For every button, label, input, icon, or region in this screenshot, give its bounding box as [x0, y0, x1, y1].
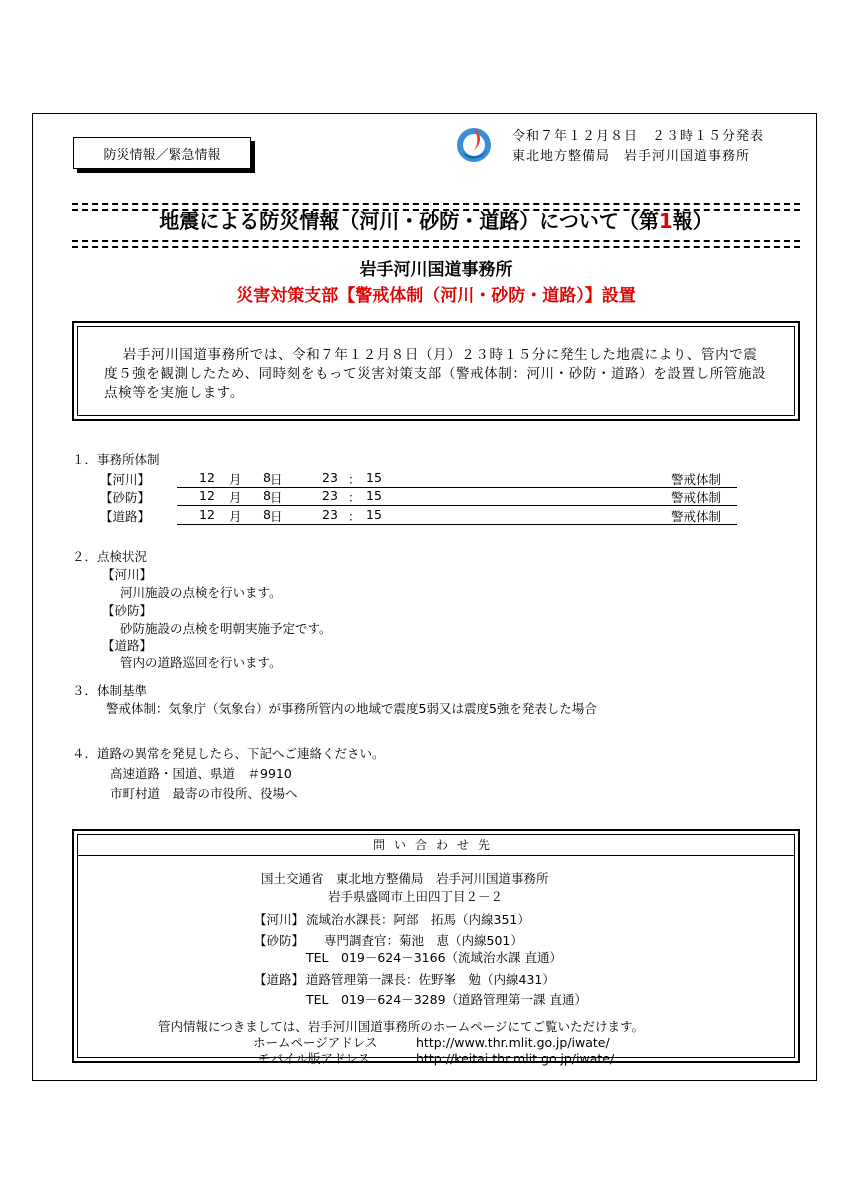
row-day: 8: [263, 507, 271, 522]
row-underline: [177, 524, 737, 525]
contact-org: 国土交通省 東北地方整備局 岩手河川国道事務所: [261, 871, 549, 886]
row-day-unit: 日: [270, 509, 283, 524]
row-colon: ：: [348, 490, 361, 505]
section4-line1: 高速道路・国道、県道 ＃9910: [110, 766, 292, 781]
homepage-link[interactable]: http://www.thr.mlit.go.jp/iwate/: [416, 1035, 610, 1050]
row-category: 【砂防】: [100, 490, 151, 505]
check-category: 【道路】: [102, 638, 153, 653]
contact-road-label: 【道路】: [254, 972, 305, 987]
summary-text: 岩手河川国道事務所では、令和７年１２月８日（月）２３時１５分に発生した地震により、管内で震度５強を観測したため、同時刻をもって災害対策支部（警戒体制：河川・砂防・道路）を設置し所管施設点検等を実施します。: [104, 347, 767, 401]
contact-river-label: 【河川】: [254, 912, 305, 927]
check-category: 【河川】: [102, 567, 153, 582]
row-month-unit: 月: [229, 472, 242, 487]
title-bottom-rule-2: [72, 246, 800, 248]
homepage-label: ホームページアドレス: [253, 1035, 378, 1050]
row-month: 12: [199, 470, 215, 485]
contact-sabo-label: 【砂防】: [254, 933, 305, 948]
row-hour: 23: [322, 470, 338, 485]
info-type-label: 防災情報／緊急情報: [103, 147, 221, 163]
table-row: [100, 488, 737, 505]
row-colon: ：: [348, 472, 361, 487]
row-month-unit: 月: [229, 490, 242, 505]
title-bottom-rule: [72, 240, 800, 242]
section1-heading: １．事務所体制: [72, 452, 160, 467]
mobile-label: モバイル版アドレス: [258, 1051, 371, 1066]
contact-web-note: 管内情報につきましては、岩手河川国道事務所のホームページにてご覧いただけます。: [158, 1019, 645, 1034]
mlit-logo-icon: [455, 122, 493, 168]
row-minute: 15: [366, 488, 382, 503]
row-status: 警戒体制: [671, 472, 722, 487]
table-row: [100, 507, 737, 524]
section3-text: 警戒体制：気象庁（気象台）が事務所管内の地域で震度5弱又は震度5強を発表した場合: [106, 701, 597, 716]
info-type-tag: [73, 137, 251, 169]
row-minute: 15: [366, 470, 382, 485]
report-title: [72, 203, 800, 239]
row-hour: 23: [322, 507, 338, 522]
mobile-link[interactable]: http://keitai.thr.mlit.go.jp/iwate/: [416, 1051, 615, 1066]
title-text: 地震による防災情報（河川・砂防・道路）について（第: [159, 209, 659, 233]
check-text: 管内の道路巡回を行います。: [120, 655, 282, 670]
hq-setup-notice: 災害対策支部【警戒体制（河川・砂防・道路）】設置: [236, 286, 636, 306]
row-category: 【河川】: [100, 472, 151, 487]
row-category: 【道路】: [100, 509, 151, 524]
contact-road-person: 道路管理第一課長：佐野峯 勉（内線431）: [306, 972, 555, 987]
check-text: 砂防施設の点検を明朝実施予定です。: [120, 621, 332, 636]
contact-sabo-tel: TEL 019－624－3166（流域治水課 直通）: [306, 950, 563, 965]
table-row: [100, 470, 737, 487]
row-day-unit: 日: [270, 472, 283, 487]
contact-inner: [77, 834, 795, 1066]
contact-header: 問い合わせ先: [78, 835, 794, 856]
row-underline: [177, 505, 737, 506]
row-hour: 23: [322, 488, 338, 503]
row-status: 警戒体制: [671, 509, 722, 524]
row-month: 12: [199, 488, 215, 503]
contact-address: 岩手県盛岡市上田四丁目２－２: [328, 889, 504, 904]
row-day-unit: 日: [270, 490, 283, 505]
contact-sabo-person: 専門調査官：菊池 恵（内線501）: [324, 933, 523, 948]
summary-box: [72, 321, 800, 421]
row-month-unit: 月: [229, 509, 242, 524]
contact-road-tel: TEL 019－624－3289（道路管理第一課 直通）: [306, 992, 588, 1007]
row-day: 8: [263, 488, 271, 503]
row-month: 12: [199, 507, 215, 522]
section2-heading: ２．点検状況: [72, 549, 148, 564]
check-category: 【砂防】: [102, 603, 153, 618]
issuer-name: 東北地方整備局 岩手河川国道事務所: [512, 149, 751, 164]
office-name: 岩手河川国道事務所: [359, 260, 513, 280]
report-number: 1: [658, 209, 673, 233]
issue-datetime: 令和７年１２月８日 ２３時１５分発表: [512, 129, 765, 144]
check-text: 河川施設の点検を行います。: [120, 585, 282, 600]
row-colon: ：: [348, 509, 361, 524]
section4-heading: ４．道路の異常を発見したら、下記へご連絡ください。: [72, 746, 385, 761]
contact-river-person: 流域治水課長：阿部 拓馬（内線351）: [306, 912, 530, 927]
section3-heading: ３．体制基準: [72, 683, 148, 698]
row-day: 8: [263, 470, 271, 485]
section4-line2: 市町村道 最寄の市役所、役場へ: [110, 786, 298, 801]
row-status: 警戒体制: [671, 490, 722, 505]
row-minute: 15: [366, 507, 382, 522]
contact-box: [72, 829, 800, 1066]
issue-info: [512, 127, 764, 167]
title-suffix: 報）: [672, 209, 713, 233]
